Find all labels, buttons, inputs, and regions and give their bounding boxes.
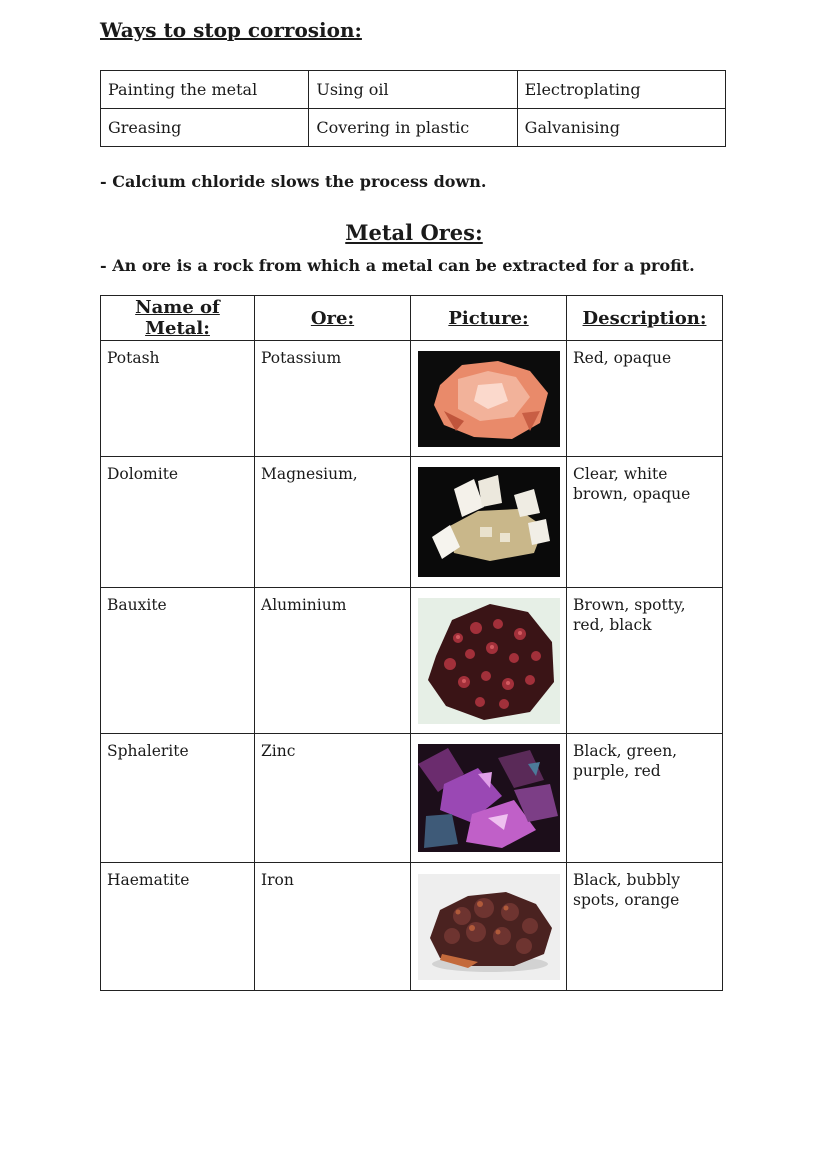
picture-cell [411,863,567,991]
metal-ores-table [100,295,723,991]
picture-cell [411,734,567,863]
metal-name: Potash [101,341,255,457]
metal-name: Bauxite [101,588,255,734]
ore-description: Black, green, purple, red [567,734,723,863]
table-row [101,109,726,147]
haematite-sample-icon [418,874,560,980]
ore-name: Magnesium, [255,457,411,588]
table-cell: Using oil [309,71,517,109]
column-header-picture: Picture: [411,296,567,341]
table-row [101,863,723,991]
ore-description: Red, opaque [567,341,723,457]
metal-name: Haematite [101,863,255,991]
ore-name: Aluminium [255,588,411,734]
ore-definition-note: - An ore is a rock from which a metal can be extracted for a profit. [100,256,695,275]
table-cell: Painting the metal [101,71,309,109]
column-header-description: Description: [567,296,723,341]
ore-name: Potassium [255,341,411,457]
ore-description: Brown, spotty, red, black [567,588,723,734]
table-cell: Galvanising [517,109,725,147]
ore-description: Black, bubbly spots, orange [567,863,723,991]
table-cell: Greasing [101,109,309,147]
metal-name: Sphalerite [101,734,255,863]
picture-cell [411,588,567,734]
potash-sample-icon [418,351,560,447]
table-row [101,341,723,457]
table-cell: Covering in plastic [309,109,517,147]
ore-name: Iron [255,863,411,991]
sphalerite-sample-icon [418,744,560,852]
picture-cell [411,341,567,457]
column-header-name: Name of Metal: [101,296,255,341]
table-row [101,457,723,588]
picture-cell [411,457,567,588]
ore-name: Zinc [255,734,411,863]
corrosion-methods-table [100,70,726,147]
metal-ores-title: Metal Ores: [345,220,483,245]
ore-description: Clear, white brown, opaque [567,457,723,588]
table-row [101,734,723,863]
bauxite-sample-icon [418,598,560,724]
corrosion-title: Ways to stop corrosion: [100,18,362,42]
column-header-ore: Ore: [255,296,411,341]
dolomite-sample-icon [418,467,560,577]
table-cell: Electroplating [517,71,725,109]
table-row [101,588,723,734]
metal-name: Dolomite [101,457,255,588]
table-header-row [101,296,723,341]
calcium-chloride-note: - Calcium chloride slows the process down. [100,172,487,191]
table-row [101,71,726,109]
